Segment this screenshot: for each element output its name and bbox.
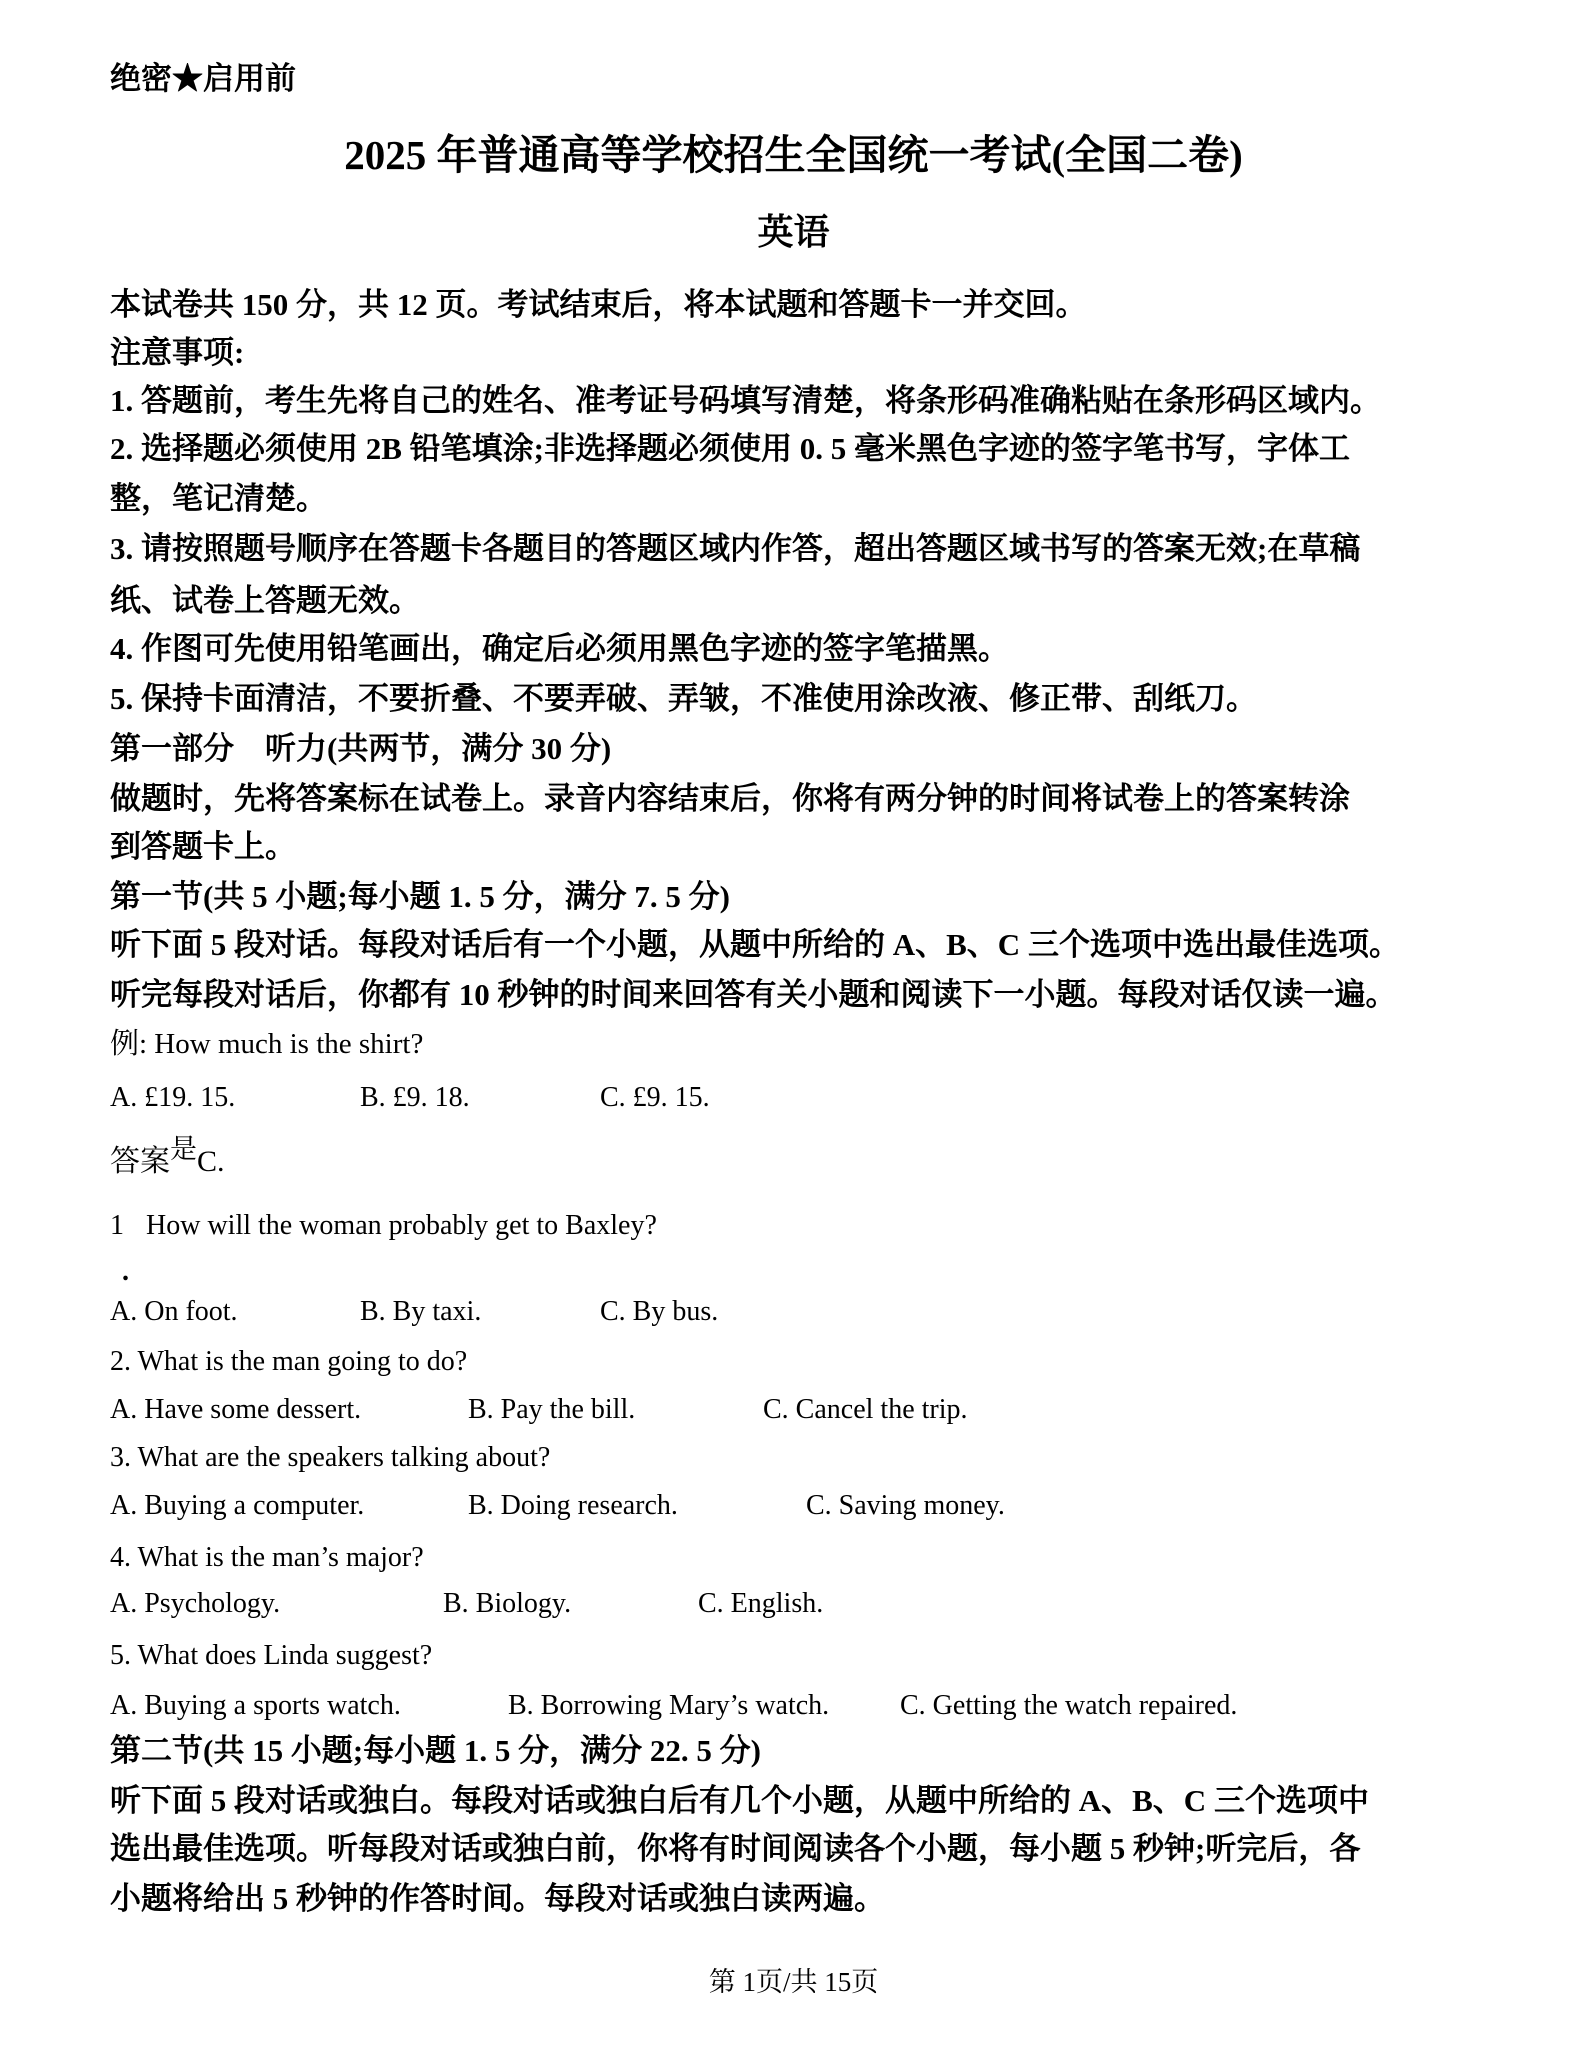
exam-info-line: 本试卷共 150 分，共 12 页。考试结束后，将本试题和答题卡一并交回。 <box>110 287 1087 322</box>
q5-option-b: B. Borrowing Mary’s watch. <box>508 1690 830 1721</box>
answer-label: 答案 <box>110 1145 170 1178</box>
q3-option-a: A. Buying a computer. <box>110 1490 365 1521</box>
section2-instruction-line-2: 选出最佳选项。听每段对话或独白前，你将有时间阅读各个小题，每小题 5 秒钟;听完后，各 <box>110 1831 1361 1866</box>
q3-option-c: C. Saving money. <box>806 1490 1005 1521</box>
example-options <box>110 1082 1490 1122</box>
q3-option-b: B. Doing research. <box>468 1490 678 1521</box>
page-number-indicator: 第 1页/共 15页 <box>708 1967 879 1997</box>
q4-option-b: B. Biology. <box>443 1588 572 1619</box>
q4-option-a: A. Psychology. <box>110 1588 281 1619</box>
example-question: 例: How much is the shirt? <box>110 1028 424 1060</box>
note-3-line-2: 纸、试卷上答题无效。 <box>110 583 420 618</box>
note-4: 4. 作图可先使用铅笔画出，确定后必须用黑色字迹的签字笔描黑。 <box>110 631 1009 666</box>
question-2-options <box>110 1394 1490 1434</box>
question-5: 5. What does Linda suggest? <box>110 1640 433 1671</box>
section2-instruction-line-1: 听下面 5 段对话或独白。每段对话或独白后有几个小题，从题中所给的 A、B、C 三个选项中 <box>110 1783 1369 1818</box>
example-option-a: A. £19. 15. <box>110 1082 236 1113</box>
example-option-c: C. £9. 15. <box>600 1082 710 1113</box>
note-2-line-1: 2. 选择题必须使用 2B 铅笔填涂;非选择题必须使用 0. 5 毫米黑色字迹的签字笔书写，字体工 <box>110 431 1350 466</box>
note-3-line-1: 3. 请按照题号顺序在答题卡各题目的答题区域内作答，超出答题区域书写的答案无效;在草稿 <box>110 531 1361 566</box>
question-1-text: How will the woman probably get to Baxley? <box>146 1210 657 1241</box>
example-answer-line <box>110 1136 225 1180</box>
exam-title: 2025 年普通高等学校招生全国统一考试(全国二卷) <box>344 132 1243 178</box>
q1-option-c: C. By bus. <box>600 1296 719 1327</box>
question-2: 2. What is the man going to do? <box>110 1346 468 1377</box>
question-1-number: 1 <box>110 1210 124 1241</box>
q2-option-a: A. Have some dessert. <box>110 1394 362 1425</box>
notes-heading: 注意事项: <box>110 335 245 370</box>
section1-instruction-line-1: 听下面 5 段对话。每段对话后有一个小题，从题中所给的 A、B、C 三个选项中选出最佳选项。 <box>110 927 1400 962</box>
question-4-options <box>110 1588 1490 1628</box>
question-1 <box>110 1208 657 1243</box>
q1-option-b: B. By taxi. <box>360 1296 482 1327</box>
part1-instruction-line-2: 到答题卡上。 <box>110 829 296 864</box>
subject-title: 英语 <box>757 212 830 252</box>
q5-option-c: C. Getting the watch repaired. <box>900 1690 1238 1721</box>
answer-value: C. <box>197 1145 225 1178</box>
part1-heading: 第一部分 听力(共两节，满分 30 分) <box>110 731 612 766</box>
q2-option-c: C. Cancel the trip. <box>763 1394 968 1425</box>
question-1-stray-dot: . <box>122 1256 129 1287</box>
note-1: 1. 答题前，考生先将自己的姓名、准考证号码填写清楚，将条形码准确粘贴在条形码区域内。 <box>110 383 1381 418</box>
note-2-line-2: 整，笔记清楚。 <box>110 481 327 516</box>
example-option-b: B. £9. 18. <box>360 1082 470 1113</box>
section1-heading: 第一节(共 5 小题;每小题 1. 5 分，满分 7. 5 分) <box>110 879 730 914</box>
question-3-options <box>110 1490 1490 1530</box>
part1-instruction-line-1: 做题时，先将答案标在试卷上。录音内容结束后，你将有两分钟的时间将试卷上的答案转涂 <box>110 781 1350 816</box>
question-3: 3. What are the speakers talking about? <box>110 1442 551 1473</box>
section2-heading: 第二节(共 15 小题;每小题 1. 5 分，满分 22. 5 分) <box>110 1733 761 1768</box>
secrecy-label: 绝密★启用前 <box>110 61 296 96</box>
section1-instruction-line-2: 听完每段对话后，你都有 10 秒钟的时间来回答有关小题和阅读下一小题。每段对话仅读一遍。 <box>110 977 1397 1012</box>
answer-sup-char: 是 <box>170 1134 197 1165</box>
section2-instruction-line-3: 小题将给出 5 秒钟的作答时间。每段对话或独白读两遍。 <box>110 1881 885 1916</box>
question-4: 4. What is the man’s major? <box>110 1542 424 1573</box>
question-1-options <box>110 1296 1490 1336</box>
question-5-options <box>110 1690 1490 1730</box>
q2-option-b: B. Pay the bill. <box>468 1394 636 1425</box>
note-5: 5. 保持卡面清洁，不要折叠、不要弄破、弄皱，不准使用涂改液、修正带、刮纸刀。 <box>110 681 1257 716</box>
q4-option-c: C. English. <box>698 1588 824 1619</box>
q1-option-a: A. On foot. <box>110 1296 238 1327</box>
q5-option-a: A. Buying a sports watch. <box>110 1690 401 1721</box>
